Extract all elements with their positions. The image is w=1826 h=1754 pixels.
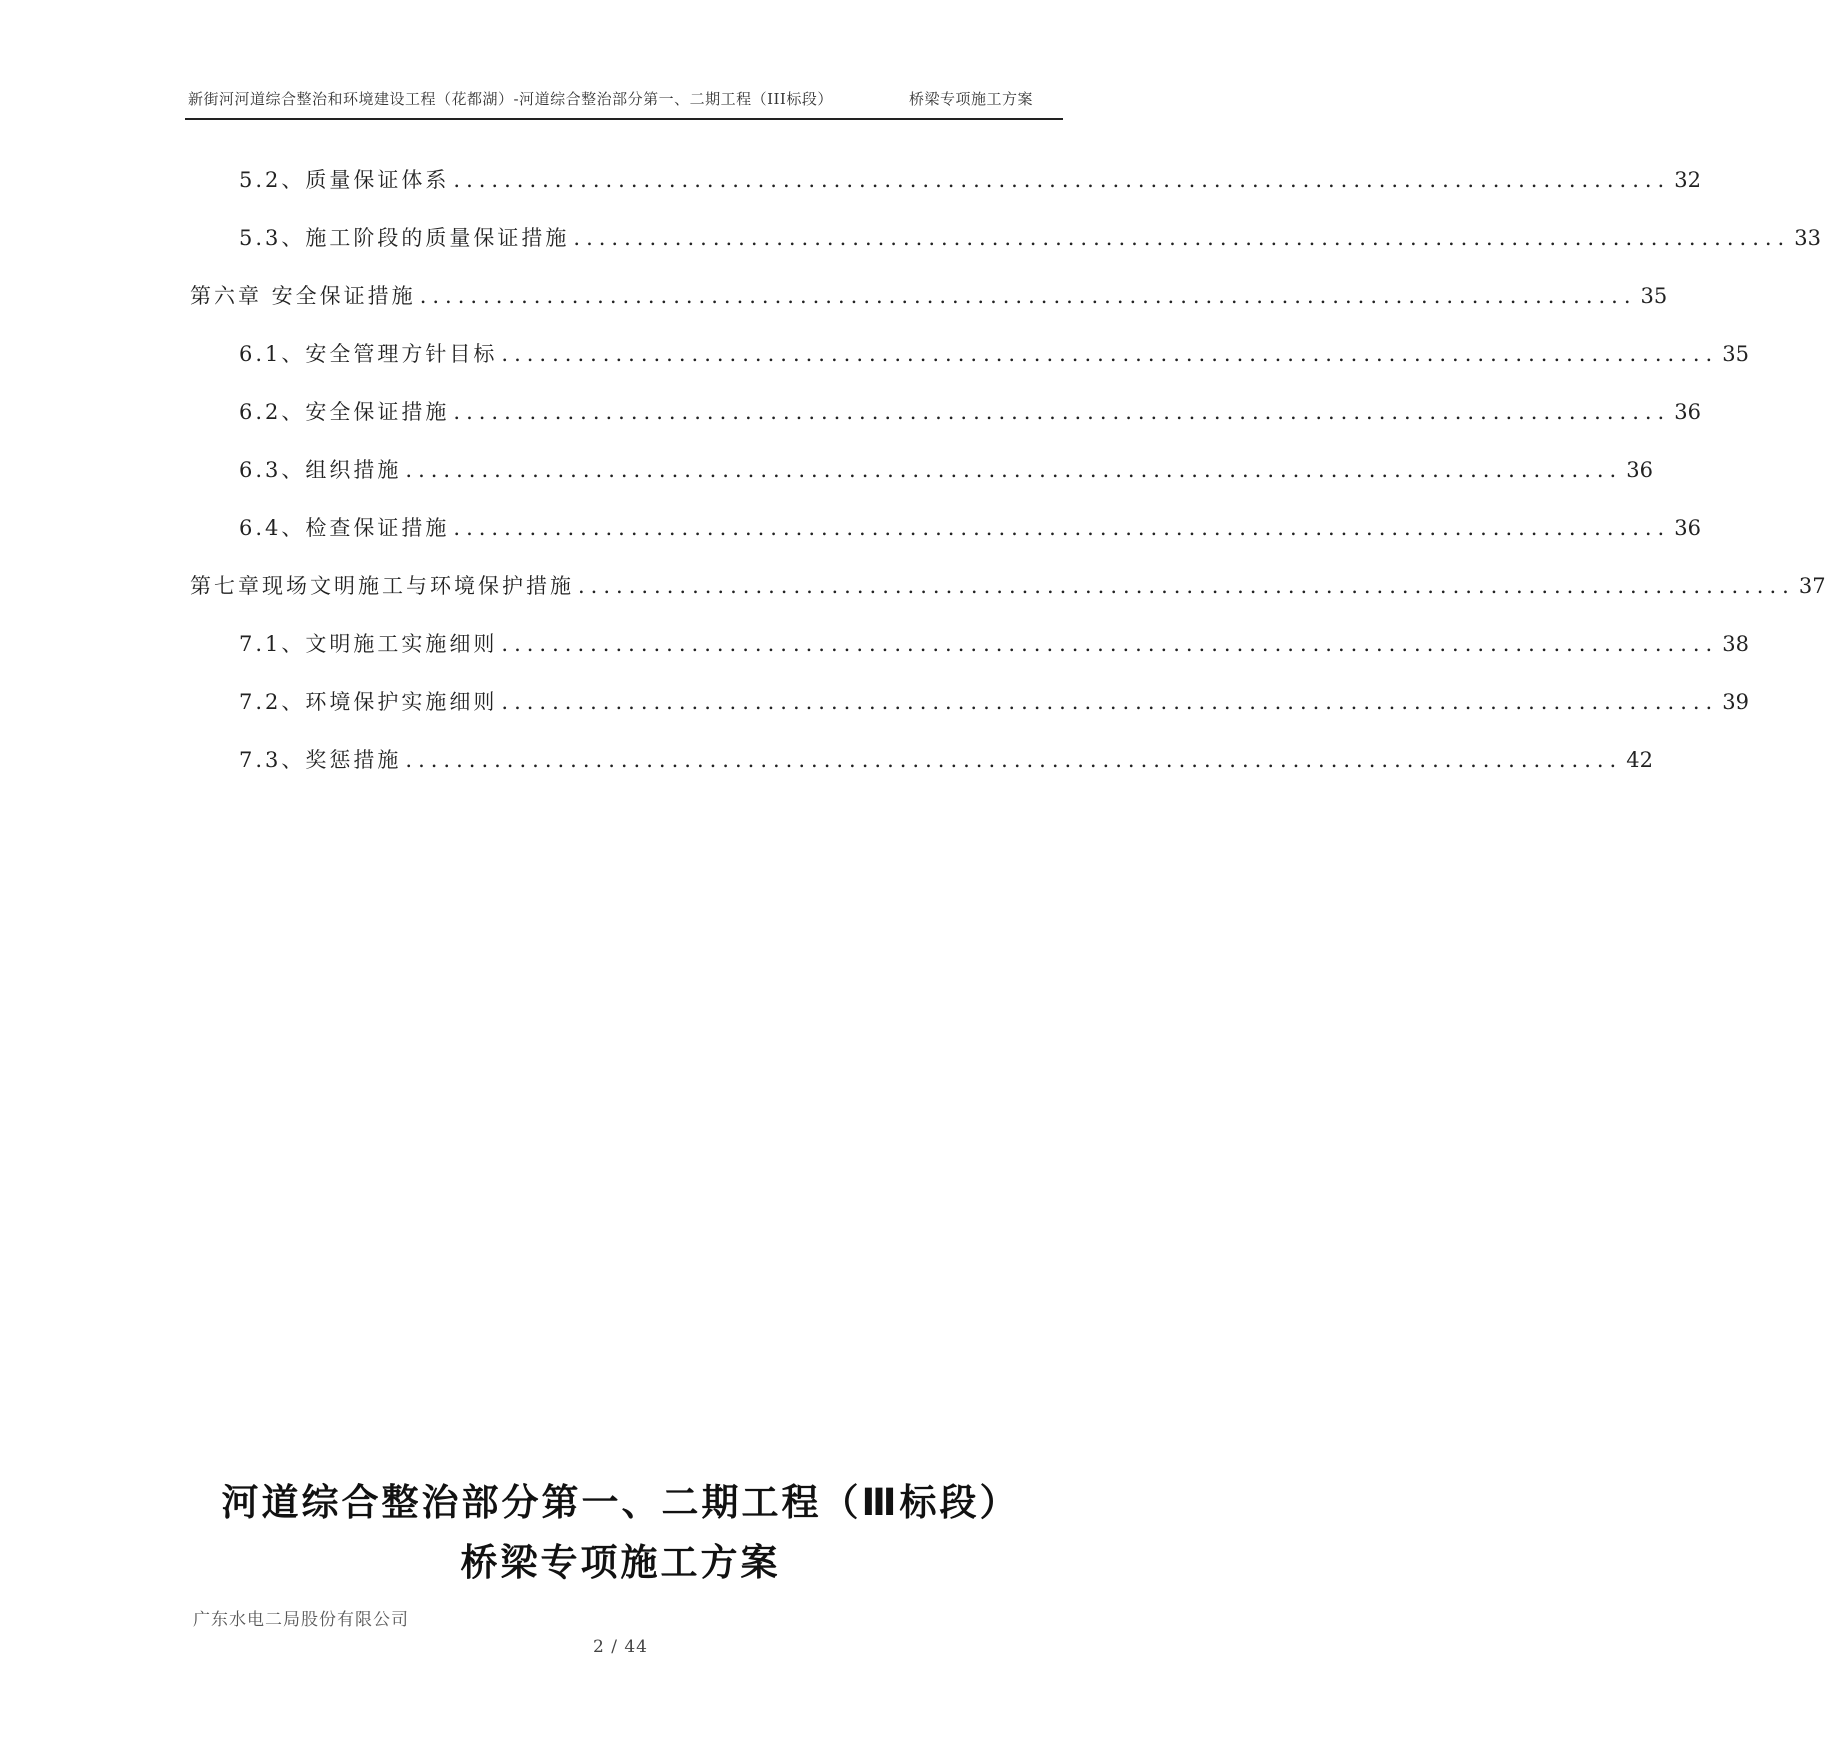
- toc-page-number: 38: [1722, 632, 1749, 656]
- toc-page-number: 36: [1626, 458, 1653, 482]
- toc-dot-leader: ................................................................................................: [405, 748, 1623, 772]
- toc-dot-leader: ................................................................................................: [405, 458, 1623, 482]
- toc-dot-leader: ................................................................................................: [453, 168, 1671, 192]
- toc-page-number: 42: [1626, 748, 1653, 772]
- toc-page-number: 39: [1722, 690, 1749, 714]
- toc-dot-leader: ................................................................................................: [453, 400, 1671, 424]
- toc-page-number: 36: [1674, 400, 1701, 424]
- toc-dot-leader: ................................................................................................: [501, 690, 1719, 714]
- toc-dot-leader: ................................................................................................: [501, 342, 1719, 366]
- header-project-title: 新街河河道综合整治和环境建设工程（花都湖）-河道综合整治部分第一、二期工程（III标段）: [188, 90, 833, 108]
- toc-page-number: 37: [1798, 574, 1826, 598]
- header-divider: [185, 118, 1063, 120]
- toc-entry[interactable]: [190, 338, 1749, 368]
- toc-entry-label: 6.3、组织措施: [239, 458, 402, 482]
- cover-title-line-2: 桥梁专项施工方案: [460, 1541, 781, 1584]
- toc-entry-label: 6.1、安全管理方针目标: [239, 342, 498, 366]
- toc-entry[interactable]: [190, 164, 1701, 194]
- toc-entry-label: 第七章: [190, 574, 262, 598]
- toc-entry[interactable]: [190, 744, 1653, 774]
- toc-entry[interactable]: [190, 512, 1701, 542]
- toc-page-number: 33: [1794, 226, 1821, 250]
- toc-entry-label: 5.3、施工阶段的质量保证措施: [239, 226, 570, 250]
- page-number: 2 / 44: [593, 1637, 648, 1657]
- toc-dot-leader: ................................................................................................: [573, 226, 1791, 250]
- toc-entry[interactable]: [190, 222, 1821, 252]
- toc-entry-label: 7.2、环境保护实施细则: [239, 690, 498, 714]
- header-document-title: 桥梁专项施工方案: [908, 90, 1033, 108]
- toc-entry-label: 6.4、检查保证措施: [239, 516, 450, 540]
- toc-entry[interactable]: [190, 686, 1749, 716]
- toc-dot-leader: ................................................................................................: [578, 574, 1795, 598]
- toc-dot-leader: ................................................................................................: [419, 284, 1637, 308]
- footer-company-name: 广东水电二局股份有限公司: [193, 1610, 409, 1630]
- toc-entry[interactable]: [190, 628, 1749, 658]
- toc-chapter-entry[interactable]: [190, 570, 1826, 600]
- toc-page-number: 32: [1674, 168, 1701, 192]
- toc-entry-label: 第六章 安全保证措施: [190, 284, 416, 308]
- toc-entry-label: 7.1、文明施工实施细则: [239, 632, 498, 656]
- toc-entry[interactable]: [190, 396, 1701, 426]
- toc-dot-leader: ................................................................................................: [501, 632, 1719, 656]
- toc-entry-label: 7.3、奖惩措施: [239, 748, 402, 772]
- toc-chapter-entry[interactable]: [190, 280, 1668, 310]
- toc-dot-leader: ................................................................................................: [453, 516, 1671, 540]
- cover-title-line-1: 河道综合整治部分第一、二期工程（Ⅲ标段）: [221, 1481, 1020, 1524]
- toc-entry-label: 6.2、安全保证措施: [239, 400, 450, 424]
- toc-entry-label-suffix: 现场文明施工与环境保护措施: [262, 574, 574, 598]
- toc-page-number: 35: [1722, 342, 1749, 366]
- toc-entry-label: 5.2、质量保证体系: [239, 168, 450, 192]
- toc-page-number: 36: [1674, 516, 1701, 540]
- toc-entry[interactable]: [190, 454, 1653, 484]
- toc-page-number: 35: [1640, 284, 1668, 308]
